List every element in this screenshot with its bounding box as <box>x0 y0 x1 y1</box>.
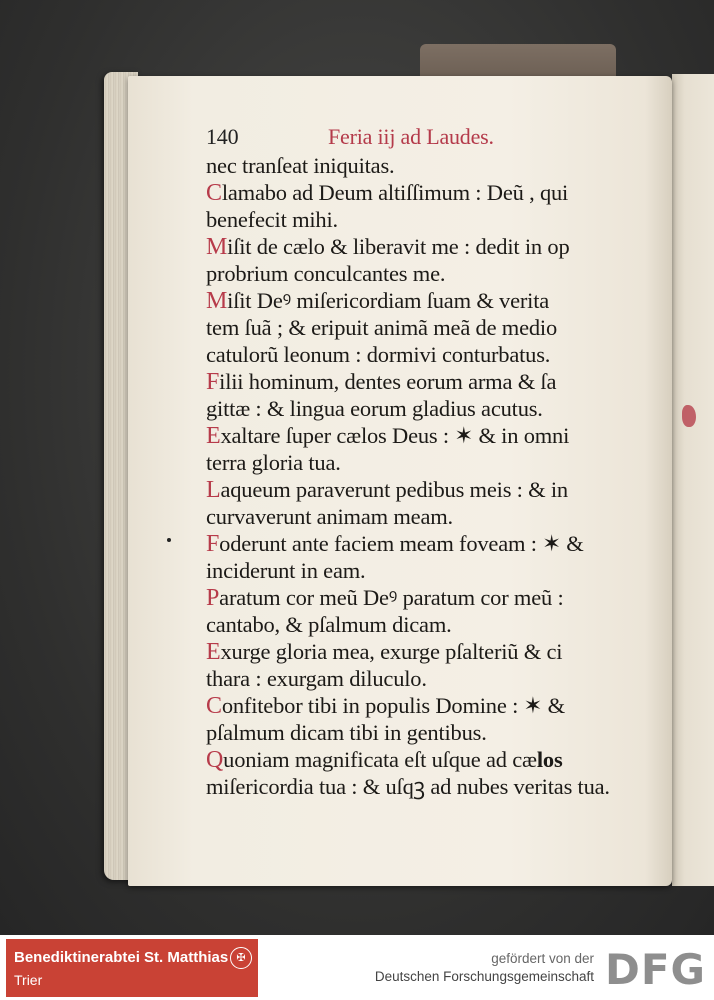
page-number: 140 <box>206 124 239 149</box>
line-text: tem ſuã ; & eripuit animã meã de medio <box>206 315 558 340</box>
rubric-initial: L <box>206 477 221 503</box>
page-text <box>206 122 656 800</box>
line-text: inciderunt in eam. <box>206 558 366 583</box>
line-text: curvaverunt animam meam. <box>206 504 453 529</box>
text-line <box>206 341 656 368</box>
text-line <box>206 206 656 233</box>
line-text: gittæ : & lingua eorum gladius acutus. <box>206 396 543 421</box>
text-line <box>206 395 656 422</box>
institution-name: Benediktinerabtei St. Matthias <box>14 949 229 966</box>
text-line <box>206 449 656 476</box>
line-text: aratum cor meũ Deꝰ paratum cor meũ : <box>219 585 564 610</box>
text-line <box>206 665 656 692</box>
red-ink-mark <box>682 405 696 427</box>
line-text: probrium conculcantes me. <box>206 261 446 286</box>
text-line <box>206 611 656 638</box>
line-text: uoniam magnificata eſt uſque ad cæ <box>223 747 537 772</box>
rubric-initial: F <box>206 369 220 395</box>
text-line <box>206 287 656 314</box>
line-text: oderunt ante faciem meam foveam : ✶ & <box>219 531 584 556</box>
text-line <box>206 557 656 584</box>
line-text: ilii hominum, dentes eorum arma & ſa <box>219 369 557 394</box>
funding-note[interactable] <box>286 941 706 995</box>
line-text: lamabo ad Deum altiſſimum : Deũ , qui <box>221 180 569 205</box>
rubric-initial: C <box>206 693 222 719</box>
margin-dot <box>167 538 171 542</box>
rubric-initial: C <box>206 180 222 206</box>
line-text: aqueum paraverunt pedibus meis : & in <box>220 477 568 502</box>
rubric-initial: E <box>206 423 221 449</box>
text-line <box>206 422 656 449</box>
line-text: xaltare ſuper cælos Deus : ✶ & in omni <box>220 423 570 448</box>
text-line <box>206 368 656 395</box>
text-line <box>206 773 656 800</box>
line-text: catulorũ leonum : dormivi conturbatus. <box>206 342 551 367</box>
text-line <box>206 719 656 746</box>
line-text: thara : exurgam diluculo. <box>206 666 427 691</box>
running-head-title: Feria iij ad Laudes. <box>328 124 494 149</box>
rubric-initial: P <box>206 585 220 611</box>
line-text: miſericordia tua : & uſqꝫ ad nubes veritas tua. <box>206 774 610 799</box>
text-line <box>206 476 656 503</box>
line-text: cantabo, & pſalmum dicam. <box>206 612 452 637</box>
text-line <box>206 233 656 260</box>
rubric-initial: E <box>206 639 221 665</box>
line-text: iſit de cælo & liberavit me : dedit in op <box>227 234 570 259</box>
text-line <box>206 260 656 287</box>
line-text: benefecit mihi. <box>206 207 338 232</box>
institution-city: Trier <box>14 972 43 988</box>
facing-page-edge <box>672 74 714 886</box>
text-line <box>206 314 656 341</box>
line-text: iſit Deꝰ miſericordiam ſuam & verita <box>227 288 550 313</box>
text-line <box>206 179 656 206</box>
rubric-initial: F <box>206 531 220 557</box>
line-text: onfitebor tibi in populis Domine : ✶ & <box>221 693 565 718</box>
rubric-initial: M <box>206 234 228 260</box>
line-text: xurge gloria mea, exurge pſalteriũ & ci <box>220 639 563 664</box>
text-lines <box>206 152 656 800</box>
institution-badge[interactable] <box>6 939 258 997</box>
text-line <box>206 638 656 665</box>
text-line <box>206 584 656 611</box>
line-text: terra gloria tua. <box>206 450 341 475</box>
rubric-initial: M <box>206 288 228 314</box>
running-head <box>206 122 656 152</box>
footer-banner <box>0 935 714 1000</box>
abbey-seal-icon: ✠ <box>230 947 252 969</box>
text-line <box>206 530 656 557</box>
line-text: pſalmum dicam tibi in gentibus. <box>206 720 487 745</box>
funded-by-line: gefördert von der <box>491 951 594 966</box>
rubric-initial: Q <box>206 747 224 773</box>
dfg-logo: DFG <box>604 945 706 994</box>
line-text: nec tranſeat iniquitas. <box>206 153 395 178</box>
text-line <box>206 503 656 530</box>
text-line <box>206 746 656 773</box>
line-text-bold: los <box>536 747 563 772</box>
funder-name: Deutschen Forschungsgemeinschaft <box>374 969 594 984</box>
text-line <box>206 152 656 179</box>
text-line <box>206 692 656 719</box>
